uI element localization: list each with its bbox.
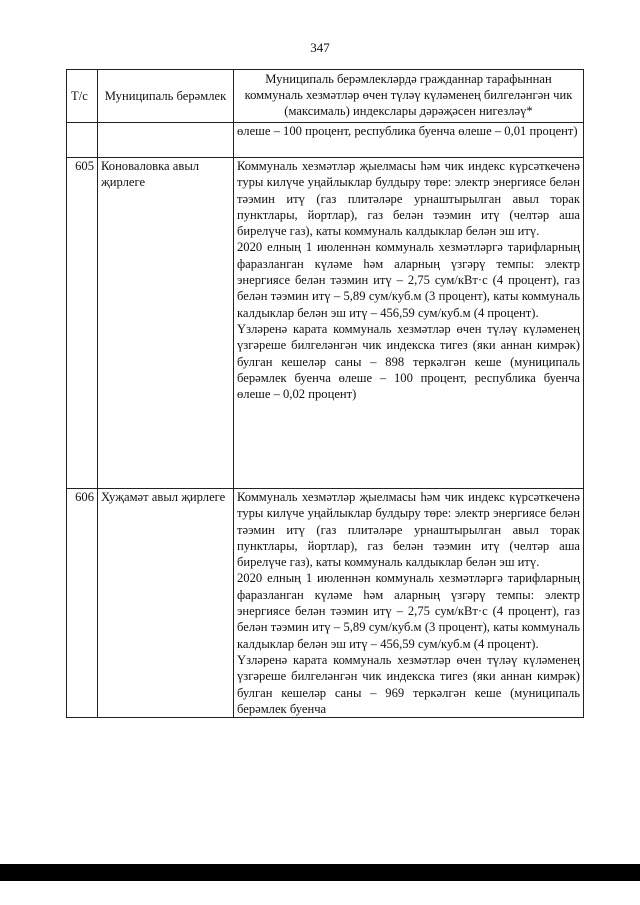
municipality-name: Коноваловка авыл җирлеге (98, 158, 234, 489)
paragraph-population: Үзләренә карата коммуналь хезмәтләр өчен түләү күләменең үзгәреше билгеләнгән чик индекска тигез (яки аннан кимрәк) булган кешеләр саны – 969 теркәлгән кеше (муниципаль берәмлек буенча (237, 652, 580, 716)
cell-empty-number (67, 123, 98, 158)
scan-edge-bar (0, 864, 640, 881)
header-number: Т/с (67, 70, 98, 123)
paragraph-service-types: Коммуналь хезмәтләр җыелмасы һәм чик индекс күрсәткеченә туры килүче уңайлыклар булдыру төре: электр энергиясе белән тәэмин итү (газ плитәләре урнаштырылган авыл торак пунктлары, йортлар), газ белән тәэмин итү (челтәр аша бирелүче газ), каты коммуналь калдыклар белән эш итү. (237, 490, 580, 570)
header-municipality: Муниципаль берәмлек (98, 70, 234, 123)
table-row-continuation (67, 123, 584, 158)
row-number: 606 (67, 489, 98, 718)
table-row (67, 158, 584, 489)
paragraph-population: Үзләренә карата коммуналь хезмәтләр өчен түләү күләменең үзгәреше билгеләнгән чик индекска тигез (яки аннан кимрәк) булган кешеләр саны – 898 теркәлгән кеше (муниципаль берәмлек буенча өлеше – 100 процент, республика буенча өлеше – 0,02 процент) (237, 321, 580, 402)
justification-text (234, 489, 584, 718)
paragraph-service-types: Коммуналь хезмәтләр җыелмасы һәм чик индекс күрсәткеченә туры килүче уңайлыклар булдыру төре: электр энергиясе белән тәэмин итү (газ плитәләре урнаштырылган авыл торак пунктлары, йортлар), газ белән тәэмин итү (челтәр аша бирелүче газ), каты коммуналь калдыклар белән эш итү. (237, 159, 580, 239)
page-number: 347 (310, 40, 330, 55)
cell-continuation-text: өлеше – 100 процент, республика буенча өлеше – 0,01 процент) (234, 123, 584, 158)
cell-empty-name (98, 123, 234, 158)
municipality-name: Хуҗамәт авыл җирлеге (98, 489, 234, 718)
paragraph-tariffs: 2020 елның 1 июленнән коммуналь хезмәтләргә тарифларның фаразланган күләме һәм аларның үзгәрү темпы: электр энергиясе белән тәэмин итү – 2,75 сум/кВт·с (4 процент), газ белән тәэмин итү – 5,89 сум/куб.м (3 процент), каты коммуналь калдыклар белән эш итү – 456,59 сум/куб.м (4 процент). (237, 571, 580, 651)
table-row (67, 489, 584, 718)
header-justification: Муниципаль берәмлекләрдә гражданнар тарафыннан коммуналь хезмәтләр өчен түләү күләменең билгеләнгән чик (максималь) индекслары дәрәҗәсен нигезләү* (234, 70, 584, 123)
table-header-row (67, 70, 584, 123)
tariff-table (66, 69, 584, 718)
justification-text (234, 158, 584, 489)
paragraph-tariffs: 2020 елның 1 июленнән коммуналь хезмәтләргә тарифларның фаразланган күләме һәм аларның үзгәрү темпы: электр энергиясе белән тәэмин итү – 2,75 сум/кВт·с (4 процент), газ белән тәэмин итү – 5,89 сум/куб.м (3 процент), каты коммуналь калдыклар белән эш итү – 456,59 сум/куб.м (4 процент). (237, 240, 580, 320)
row-number: 605 (67, 158, 98, 489)
